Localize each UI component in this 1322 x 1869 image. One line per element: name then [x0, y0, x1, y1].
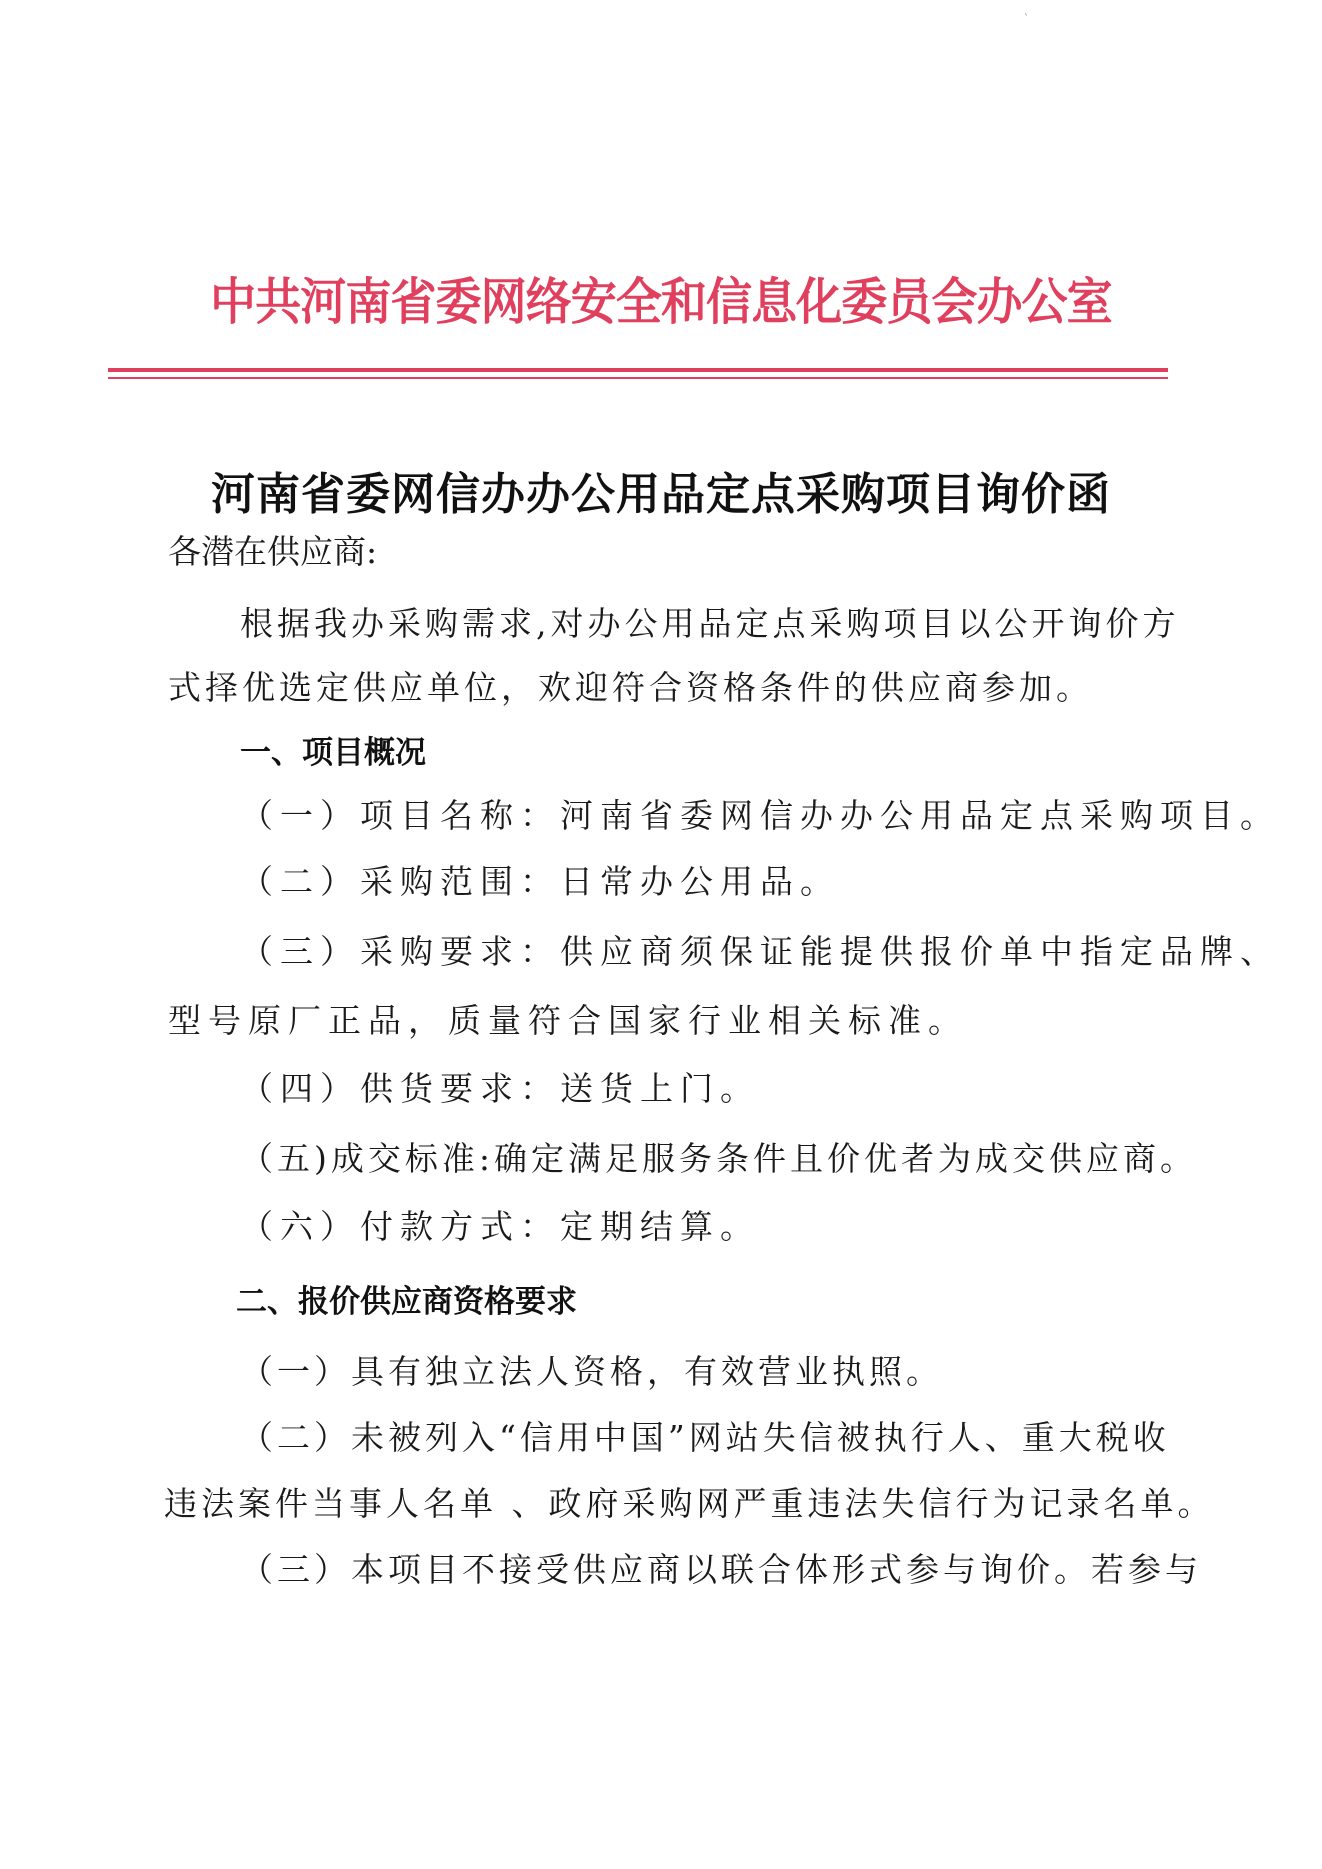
section-2-item-2-line-1: （二）未被列入“信用中国”网站失信被执行人、重大税收: [240, 1418, 1170, 1457]
section-1-item-1: （一）项目名称：河南省委网信办办公用品定点采购项目。: [240, 796, 1280, 835]
section-1-heading: 一、项目概况: [240, 735, 426, 771]
section-1-item-3-line-2: 型号原厂正品，质量符合国家行业相关标准。: [168, 1001, 968, 1040]
intro-line-2: 式择优选定供应单位，欢迎符合资格条件的供应商参加。: [168, 668, 1093, 707]
section-1-item-2: （二）采购范围：日常办公用品。: [240, 862, 840, 901]
scan-mark: `: [1024, 14, 1029, 25]
intro-line-1: 根据我办采购需求,对办公用品定点采购项目以公开询价方: [240, 604, 1180, 643]
section-1-item-6: （六）付款方式：定期结算。: [240, 1207, 760, 1246]
section-2-item-3: （三）本项目不接受供应商以联合体形式参与询价。若参与: [240, 1550, 1202, 1589]
organization-header: 中共河南省委网络安全和信息化委员会办公室: [210, 272, 1112, 331]
section-1-item-4: （四）供货要求：送货上门。: [240, 1069, 760, 1108]
document-title: 河南省委网信办办公用品定点采购项目询价函: [211, 469, 1111, 520]
section-2-heading: 二、报价供应商资格要求: [236, 1284, 577, 1320]
salutation: 各潜在供应商:: [168, 532, 378, 571]
red-header-rule: [108, 368, 1168, 372]
red-header-rule-thin: [108, 377, 1168, 379]
section-2-item-2-line-2: 违法案件当事人名单 、政府采购网严重违法失信行为记录名单。: [164, 1484, 1215, 1523]
section-2-item-1: （一）具有独立法人资格，有效营业执照。: [240, 1352, 943, 1391]
section-1-item-5: （五)成交标准:确定满足服务条件且价优者为成交供应商。: [240, 1139, 1197, 1178]
section-1-item-3-line-1: （三）采购要求：供应商须保证能提供报价单中指定品牌、: [240, 932, 1280, 971]
